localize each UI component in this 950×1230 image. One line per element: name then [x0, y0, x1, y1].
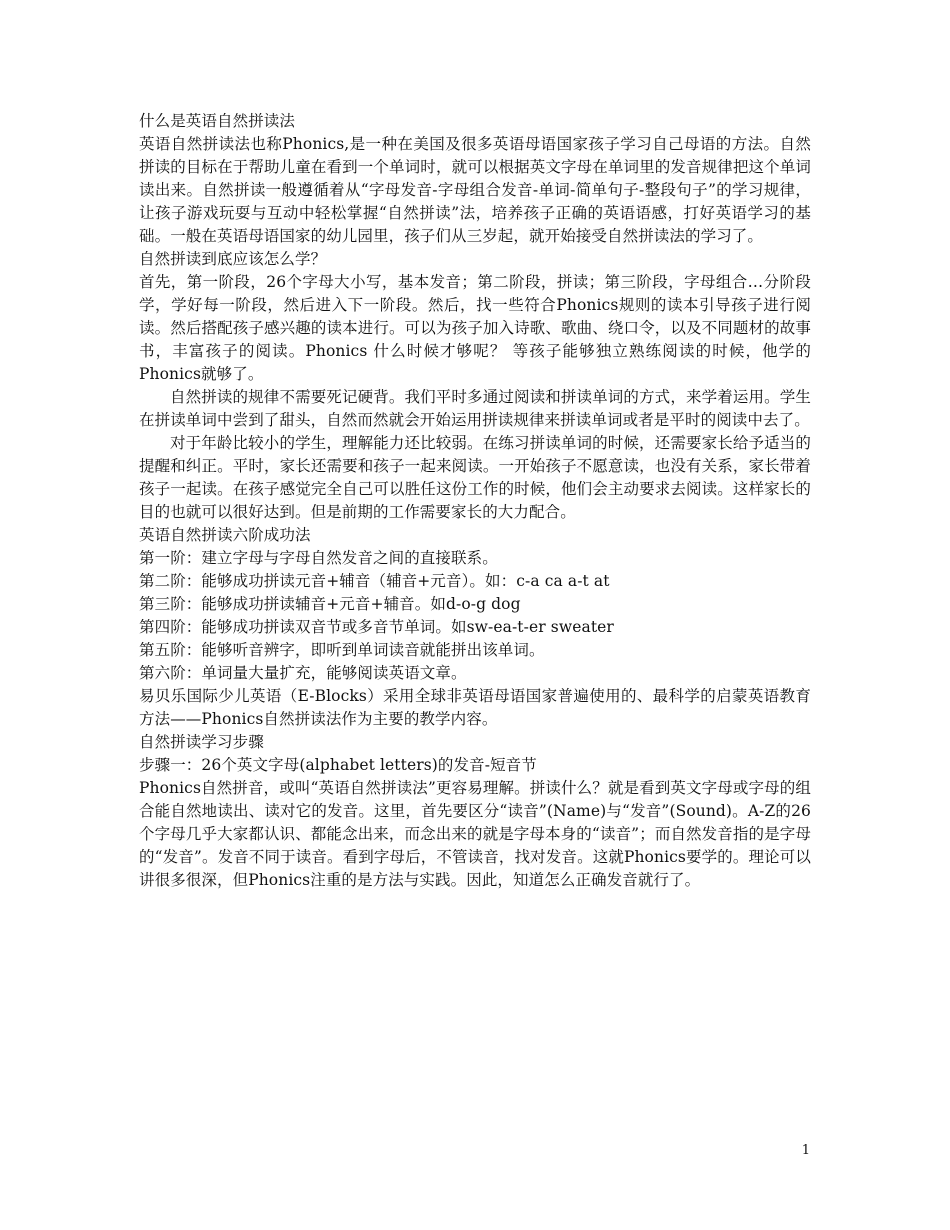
- list-item: 第六阶：单词量大量扩充，能够阅读英语文章。: [139, 664, 467, 682]
- paragraph: 易贝乐国际少儿英语（E-Blocks）采用全球非英语母语国家普遍使用的、最科学的启蒙英语教育方法——Phonics自然拼读法作为主要的教学内容。: [139, 687, 811, 728]
- paragraph: 英语自然拼读法也称Phonics,是一种在美国及很多英语母语国家孩子学习自己母语的方法。自然拼读的目标在于帮助儿童在看到一个单词时，就可以根据英文字母在单词里的发音规律把这个单词读出来。自然拼读一般遵循着从“字母发音-字母组合发音-单词-简单句子-整段句子”的学习规律，让孩子游戏玩耍与互动中轻松掌握“自然拼读”法，培养孩子正确的英语语感，打好英语学习的基础。一般在英语母语国家的幼儿园里，孩子们从三岁起，就开始接受自然拼读法的学习了。: [139, 135, 811, 245]
- indented-paragraph: 自然拼读的规律不需要死记硬背。我们平时多通过阅读和拼读单词的方式，来学着运用。学生在拼读单词中尝到了甜头，自然而然就会开始运用拼读规律来拼读单词或者是平时的阅读中去了。: [139, 388, 811, 429]
- page-number: 1: [801, 1143, 810, 1158]
- list-item: 第三阶：能够成功拼读辅音+元音+辅音。如d-o-g dog: [139, 595, 521, 613]
- document-body: [139, 110, 811, 892]
- list-item: 第四阶：能够成功拼读双音节或多音节单词。如sw-ea-t-er sweater: [139, 618, 614, 636]
- indented-paragraph: 对于年龄比较小的学生，理解能力还比较弱。在练习拼读单词的时候，还需要家长给予适当的提醒和纠正。平时，家长还需要和孩子一起来阅读。一开始孩子不愿意读，也没有关系，家长带着孩子一起读。在孩子感觉完全自己可以胜任这份工作的时候，他们会主动要求去阅读。这样家长的目的也就可以很好达到。但是前期的工作需要家长的大力配合。: [139, 434, 811, 521]
- step-title: 步骤一：26个英文字母(alphabet letters)的发音-短音节: [139, 756, 537, 774]
- paragraph: 首先，第一阶段，26个字母大小写，基本发音；第二阶段，拼读；第三阶段，字母组合…分阶段学，学好每一阶段，然后进入下一阶段。然后，找一些符合Phonics规则的读本引导孩子进行阅读。然后搭配孩子感兴趣的读本进行。可以为孩子加入诗歌、歌曲、绕口令，以及不同题材的故事书，丰富孩子的阅读。Phonics 什么时候才够呢？ 等孩子能够独立熟练阅读的时候，他学的Phonics就够了。: [139, 273, 811, 383]
- list-item: 第二阶：能够成功拼读元音+辅音（辅音+元音）。如：c-a ca a-t at: [139, 572, 610, 590]
- paragraph: Phonics自然拼音，或叫“英语自然拼读法”更容易理解。拼读什么？就是看到英文字母或字母的组合能自然地读出、读对它的发音。这里，首先要区分“读音”(Name)与“发音”(Sound)。A-Z的26个字母几乎大家都认识、都能念出来，而念出来的就是字母本身的“读音”；而自然发音指的是字母的“发音”。发音不同于读音。看到字母后，不管读音，找对发音。这就Phonics要学的。理论可以讲很多很深，但Phonics注重的是方法与实践。因此，知道怎么正确发音就行了。: [139, 779, 811, 889]
- section-heading: 自然拼读学习步骤: [139, 733, 264, 751]
- section-heading: 英语自然拼读六阶成功法: [139, 526, 311, 544]
- section-heading: 什么是英语自然拼读法: [139, 112, 296, 130]
- list-item: 第一阶：建立字母与字母自然发音之间的直接联系。: [139, 549, 498, 567]
- list-item: 第五阶：能够听音辨字，即听到单词读音就能拼出该单词。: [139, 641, 545, 659]
- section-heading: 自然拼读到底应该怎么学？: [139, 250, 327, 268]
